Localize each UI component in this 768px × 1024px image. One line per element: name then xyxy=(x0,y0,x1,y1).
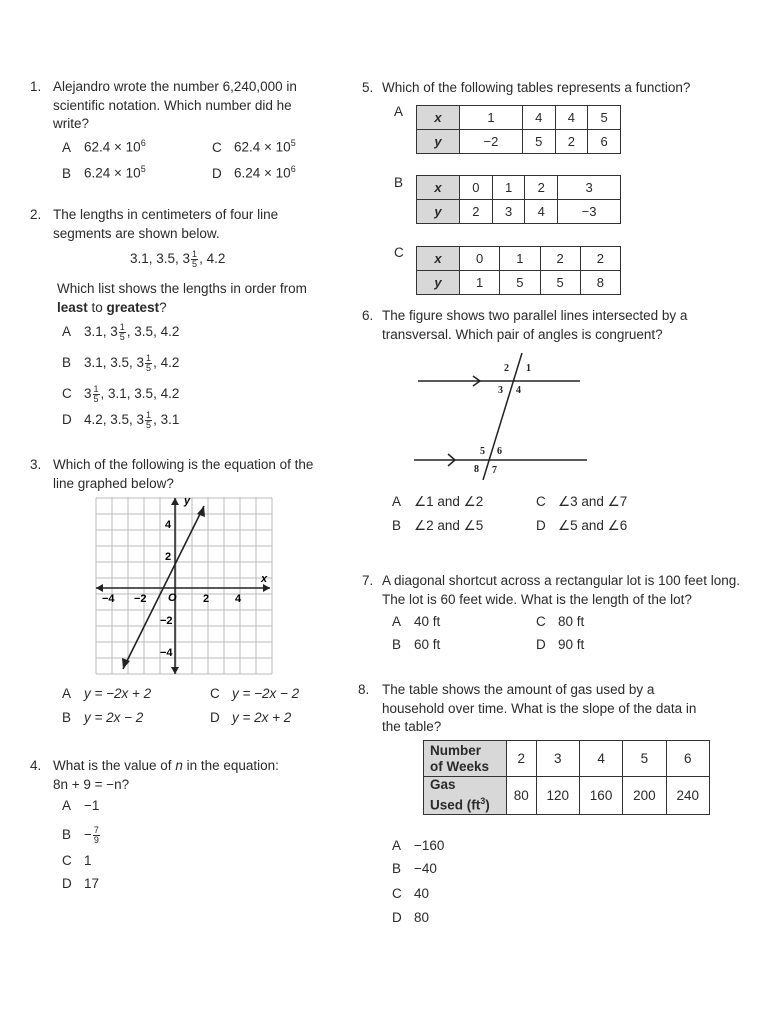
table-label: C xyxy=(394,245,404,260)
option-c: C 3 $\frac{1}{5}$ , 3.1, 3.5, 4.2 xyxy=(62,384,180,404)
question-number: 5. xyxy=(362,80,374,95)
x-tick: 4 xyxy=(235,593,242,605)
option-d: D 17 xyxy=(62,876,100,891)
question-number: 8. xyxy=(358,682,370,697)
angle-label: 5 xyxy=(480,446,485,457)
function-table-c: x 0 1 2 2 y 1 5 5 8 xyxy=(416,246,621,295)
y-axis-arrow-down xyxy=(171,667,179,674)
angle-label: 4 xyxy=(516,385,521,396)
x-tick: −2 xyxy=(134,593,147,605)
y-tick: 2 xyxy=(165,551,172,563)
option-d: D 80 xyxy=(392,910,430,925)
question-number: 4. xyxy=(30,758,42,773)
table-label: A xyxy=(394,104,404,119)
option-c: C 80 ft xyxy=(536,614,585,629)
origin-label: O xyxy=(168,592,177,604)
question-text: The lengths in centimeters of four line segments are shown below. xyxy=(53,207,279,241)
y-axis-arrow-up xyxy=(171,498,179,505)
angle-label: 8 xyxy=(474,464,479,475)
question-number: 3. xyxy=(30,457,42,472)
x-tick: 2 xyxy=(203,593,210,605)
option-a: A −160 xyxy=(392,838,445,853)
angle-label: 7 xyxy=(492,465,497,476)
angle-label: 1 xyxy=(526,363,531,374)
question-text: Alejandro wrote the number 6,240,000 in scientific notation. Which number did he write? xyxy=(53,79,297,131)
option-c: C 1 xyxy=(62,853,92,868)
line-arrow-bottom xyxy=(122,658,130,669)
option-a: A ∠1 and ∠2 xyxy=(392,494,484,509)
x-tick: −4 xyxy=(102,593,115,605)
question-text: What is the value of n in the equation: 8n + 9 = −n? xyxy=(53,758,279,792)
question-text: Which of the following is the equation of the line graphed below? xyxy=(53,457,314,491)
option-b: B ∠2 and ∠5 xyxy=(392,518,484,533)
option-b: B − $\frac{7}{9}$ xyxy=(62,825,99,845)
function-table-b: x 0 1 2 3 y 2 3 4 −3 xyxy=(416,175,621,224)
option-c: C 40 xyxy=(392,886,430,901)
option-b: B 3.1, 3.5, 3 $\frac{1}{5}$ , 4.2 xyxy=(62,353,180,373)
angle-label: 3 xyxy=(498,385,503,396)
parallel-lines-figure xyxy=(410,350,595,480)
option-d: D $6.24 \times 10^6$ xyxy=(212,164,296,181)
option-a: A y = −2x + 2 xyxy=(62,686,152,701)
question-number: 7. xyxy=(362,573,374,588)
question-number: 1. xyxy=(30,79,42,94)
option-d: D 4.2, 3.5, 3 $\frac{1}{5}$ , 3.1 xyxy=(62,410,180,430)
gas-usage-table: Number of Weeks 2 3 4 5 6 Gas Used $(ft^3)$ 80 120 160 200 240 xyxy=(423,740,710,815)
function-table-a: x 1 4 4 5 y −2 5 2 6 xyxy=(416,105,621,154)
y-axis-label: y xyxy=(184,495,191,507)
question-text: The table shows the amount of gas used by a household over time. What is the slope of the data in the table? xyxy=(382,682,697,734)
option-b: B $6.24 \times 10^5$ xyxy=(62,164,146,181)
question-ask: Which list shows the lengths in order from least to greatest? xyxy=(57,281,307,315)
option-a: A −1 xyxy=(62,798,100,813)
x-axis-arrow-left xyxy=(96,584,103,592)
table-label: B xyxy=(394,175,404,190)
line-arrow-top xyxy=(197,506,205,517)
question-text: A diagonal shortcut across a rectangular lot is 100 feet long. The lot is 60 feet wide. What is the length of the lot? xyxy=(382,573,740,607)
option-a: A $62.4 \times 10^6$ xyxy=(62,138,146,155)
angle-label: 6 xyxy=(497,446,502,457)
option-d: D 90 ft xyxy=(536,637,585,652)
transversal xyxy=(483,353,522,480)
y-tick: 4 xyxy=(165,519,172,531)
x-axis-label: x xyxy=(261,573,268,585)
option-d: D y = 2x + 2 xyxy=(210,710,292,725)
question-number: 2. xyxy=(30,207,42,222)
question-number: 6. xyxy=(362,308,374,323)
option-a: A 40 ft xyxy=(392,614,441,629)
option-b: B −40 xyxy=(392,861,437,876)
question-text: Which of the following tables represents a function? xyxy=(382,80,691,95)
option-c: C y = −2x − 2 xyxy=(210,686,300,701)
option-a: A 3.1, 3 $\frac{1}{5}$ , 3.5, 4.2 xyxy=(62,322,180,342)
length-list: 3.1, 3.5, 3 $\frac{1}{5}$ , 4.2 xyxy=(130,249,226,269)
option-d: D ∠5 and ∠6 xyxy=(536,518,628,533)
option-c: C $62.4 \times 10^5$ xyxy=(212,138,296,155)
y-tick: −2 xyxy=(160,615,173,627)
question-text: The figure shows two parallel lines intersected by a transversal. Which pair of angles is congruent? xyxy=(382,308,688,342)
option-b: B y = 2x − 2 xyxy=(62,710,144,725)
coordinate-graph xyxy=(88,490,278,680)
option-b: B 60 ft xyxy=(392,637,441,652)
angle-label: 2 xyxy=(504,363,509,374)
option-c: C ∠3 and ∠7 xyxy=(536,494,628,509)
y-tick: −4 xyxy=(160,647,173,659)
x-axis-arrow-right xyxy=(263,584,270,592)
